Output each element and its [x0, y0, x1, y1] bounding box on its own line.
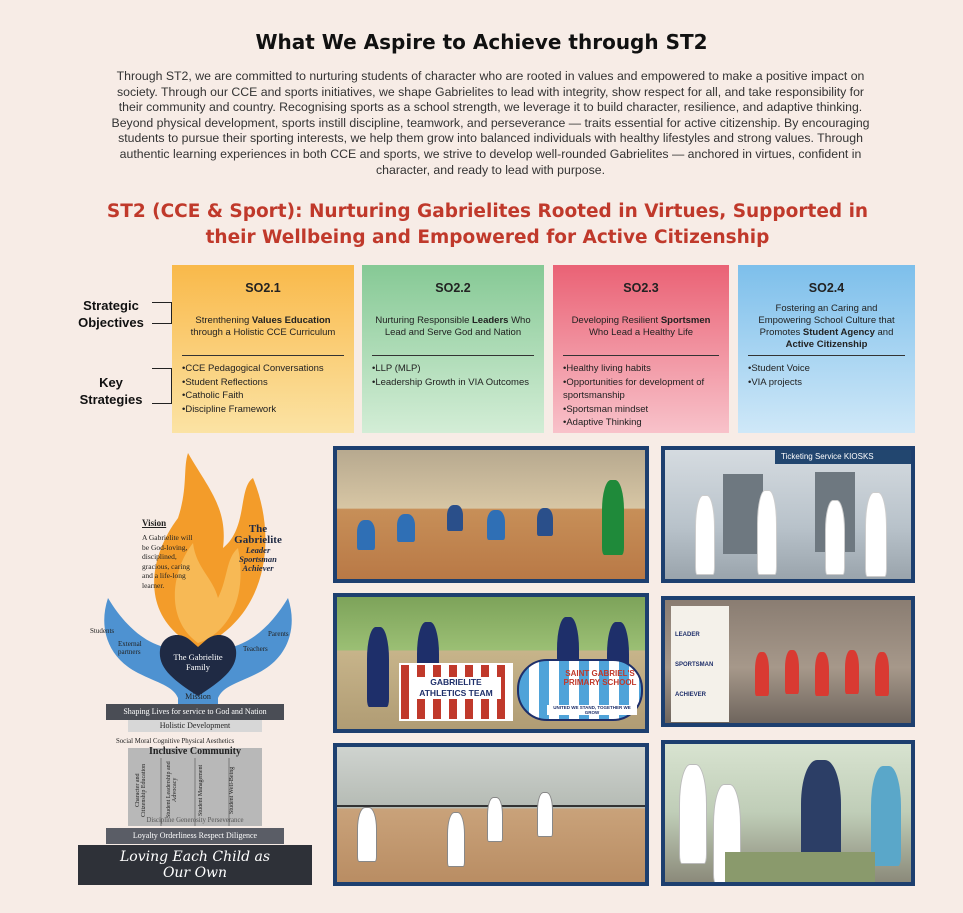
- student-figure: [537, 792, 553, 837]
- desc-text: Nurturing Responsible: [375, 315, 472, 326]
- pillar-labels: [132, 760, 258, 820]
- holistic-development-bar: Holistic Development: [128, 720, 262, 732]
- school-banner-text: SAINT GABRIEL'S PRIMARY SCHOOL: [563, 669, 637, 687]
- list-item: • Opportunities for development of sportsmanship: [563, 376, 719, 403]
- external-partners-label: External partners: [118, 640, 142, 656]
- desc-bold: Active Citizenship: [785, 339, 868, 350]
- shaping-lives-bar: Shaping Lives for service to God and Nation: [106, 704, 284, 720]
- attr-line: Leader: [245, 545, 271, 555]
- booth-table: [725, 852, 875, 882]
- student-figure: [397, 514, 415, 542]
- motto-banner: [78, 845, 312, 885]
- label-line: Key: [99, 375, 123, 390]
- inclusive-community-label: Inclusive Community: [149, 746, 241, 757]
- student-figure: [755, 652, 769, 696]
- gabrielite-attributes: [222, 524, 294, 573]
- so-code: SO2.1: [245, 281, 281, 295]
- pillar-label: Student Leadership and Advocacy: [166, 761, 179, 819]
- strategic-objectives-label: [68, 297, 154, 331]
- family-line: The Gabrielite: [173, 652, 223, 662]
- student-figure: [815, 652, 829, 696]
- student-figure: [825, 500, 845, 575]
- so-code: SO2.4: [808, 281, 845, 295]
- list-item: • Student Reflections: [182, 376, 344, 390]
- athletics-banner-text: GABRIELITE ATHLETICS TEAM: [411, 677, 501, 699]
- gabrielite-family-label: [160, 652, 236, 672]
- family-line: Family: [185, 662, 211, 672]
- so-code: SO2.3: [623, 281, 659, 295]
- students-label: Students: [90, 627, 115, 635]
- mission-label: Mission: [185, 692, 211, 701]
- list-item: • Catholic Faith: [182, 389, 344, 403]
- so-description: [182, 303, 344, 351]
- student-figure: [367, 627, 389, 707]
- st2-subtitle: [60, 199, 915, 251]
- divider: [748, 355, 905, 356]
- key-strategies-label: [68, 374, 154, 408]
- label-line: Strategic: [83, 298, 139, 313]
- list-item: • Adaptive Thinking: [563, 416, 719, 430]
- label-line: Objectives: [78, 315, 144, 330]
- photo-badminton: [333, 743, 649, 886]
- list-item: • VIA projects: [748, 376, 905, 390]
- list-item: • Discipline Framework: [182, 403, 344, 417]
- photo-community-booth: [661, 740, 915, 886]
- student-figure: [679, 764, 707, 864]
- desc-text: Strenthening: [195, 315, 252, 326]
- photo-performance: [661, 596, 915, 727]
- subtitle-line-2: their Wellbeing and Empowered for Active Citizenship: [205, 227, 770, 248]
- list-item: • CCE Pedagogical Conversations: [182, 362, 344, 376]
- intro-paragraph: Through ST2, we are committed to nurturing students of character who are rooted in values and empowered to make a positive impact on society. Through our CCE and sports initiatives, we shape Gabrielites to lead with integrity, show respect for all, and take responsibility for their community and country. Recognising sports as a school strength, we leverage it to build character, resilience, and adaptive thinking. Beyond physical development, sports instill discipline, teamwork, and perseverance — traits essential for active citizenship. By encouraging students to pursue their sporting interests, we help them grow into balanced individuals with healthy lifestyles and strong values. Through authentic learning experiences in both CCE and sports, we strive to develop well-rounded Gabrielites — anchored in virtues, confident in character, and ready to lead with purpose.: [111, 69, 870, 177]
- strategy-list: [563, 362, 719, 430]
- divider: [182, 355, 344, 356]
- list-item: • Student Voice: [748, 362, 905, 376]
- student-figure: [537, 508, 553, 536]
- student-figure: [357, 807, 377, 862]
- student-figure: [871, 766, 901, 866]
- desc-text: Who Lead and Serve God and Nation: [384, 315, 531, 338]
- school-tagline: UNITED WE STAND, TOGETHER WE GROW: [547, 705, 637, 715]
- student-figure: [695, 495, 715, 575]
- desc-bold: Values Education: [251, 315, 331, 326]
- coach-figure: [602, 480, 624, 555]
- desc-bold: Sportsmen: [660, 315, 711, 326]
- standee-text: LEADER: [675, 632, 700, 638]
- desc-text: through a Holistic CCE Curriculum: [190, 327, 336, 338]
- student-figure: [487, 797, 503, 842]
- strategy-list: [748, 362, 905, 389]
- pillar-label: Student Well-Being: [229, 766, 236, 814]
- virtues-bottom-bar: Loyalty Orderliness Respect Diligence: [106, 828, 284, 844]
- student-figure: [785, 650, 799, 694]
- so-description: [563, 303, 719, 351]
- virtues-top: Discipline Generosity Perseverance: [146, 817, 244, 824]
- student-figure: [447, 505, 463, 531]
- vision-text: A Gabrielite will be God-loving, disciplined, gracious, caring and a life-long learner.: [142, 533, 193, 590]
- motto-line: Our Own: [162, 865, 228, 881]
- standee-text: ACHIEVER: [675, 692, 707, 698]
- student-figure: [487, 510, 505, 540]
- photo-ticketing-kiosk: [661, 446, 915, 583]
- photo-sports-hall-circle: [333, 446, 649, 583]
- strategies-bracket: [152, 368, 172, 404]
- athletics-banner: [399, 663, 513, 721]
- list-item: • LLP (MLP): [372, 362, 534, 376]
- so-description: [748, 303, 905, 351]
- student-figure: [845, 650, 859, 694]
- so-code: SO2.2: [435, 281, 471, 295]
- divider: [372, 355, 534, 356]
- teachers-label: Teachers: [243, 645, 268, 653]
- holistic-domains: Social Moral Cognitive Physical Aesthetics: [116, 738, 235, 745]
- desc-text: Who Lead a Healthy Life: [588, 327, 694, 338]
- student-figure: [865, 492, 887, 577]
- objectives-bracket: [152, 302, 172, 324]
- pillar-label: Student Management: [197, 764, 204, 816]
- parents-label: Parents: [268, 630, 289, 638]
- photo-athletics-team: [333, 593, 649, 733]
- page-title: What We Aspire to Achieve through ST2: [255, 30, 708, 54]
- standee-text: SPORTSMAN: [675, 662, 714, 668]
- so-description: [372, 303, 534, 351]
- desc-text: Developing Resilient: [571, 315, 661, 326]
- kiosk-sign: Ticketing Service KIOSKS: [775, 450, 915, 464]
- subtitle-line-1: ST2 (CCE & Sport): Nurturing Gabrielites Rooted in Virtues, Supported in: [106, 201, 869, 222]
- desc-bold: Student Agency: [802, 327, 875, 338]
- so-card-2-3: [553, 265, 729, 433]
- desc-text: and: [874, 327, 894, 338]
- school-banner: [517, 659, 643, 721]
- so-card-2-1: [172, 265, 354, 433]
- attr-line: The: [248, 523, 268, 535]
- attr-line: Sportsman: [239, 554, 277, 564]
- attr-line: Achiever: [242, 563, 274, 573]
- vision-title: Vision: [142, 518, 167, 528]
- strategy-list: [372, 362, 534, 389]
- list-item: • Sportsman mindset: [563, 403, 719, 417]
- list-item: • Healthy living habits: [563, 362, 719, 376]
- student-figure: [875, 652, 889, 696]
- list-item: • Leadership Growth in VIA Outcomes: [372, 376, 534, 390]
- pillar-label: Character and Citizenship Education: [134, 763, 147, 817]
- student-figure: [757, 490, 777, 575]
- student-figure: [447, 812, 465, 867]
- standee: [671, 606, 729, 722]
- attr-line: Gabrielite: [234, 534, 282, 546]
- student-figure: [357, 520, 375, 550]
- so-card-2-4: [738, 265, 915, 433]
- label-line: Strategies: [79, 392, 143, 407]
- strategy-list: [182, 362, 344, 416]
- divider: [563, 355, 719, 356]
- so-card-2-2: [362, 265, 544, 433]
- desc-text: Fostering an Caring and Empowering School Culture that Promotes: [758, 303, 895, 338]
- motto-line: Loving Each Child as: [119, 849, 271, 865]
- desc-bold: Leaders: [472, 315, 509, 326]
